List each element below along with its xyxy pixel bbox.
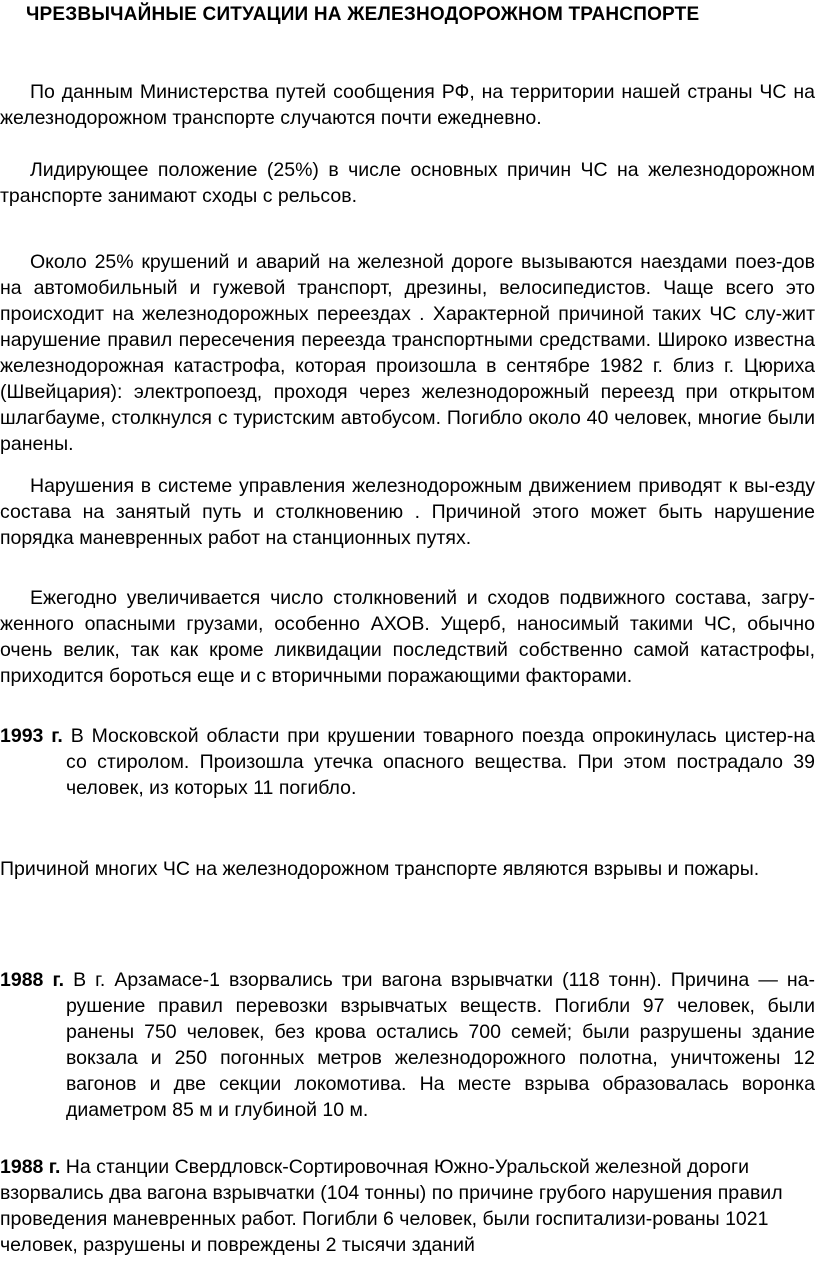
event-1988-sverdlovsk — [0, 1154, 815, 1258]
event-1988-arzamas — [0, 967, 815, 1123]
event-year: 1993 г. — [0, 725, 63, 747]
event-year: 1988 г. — [0, 1156, 61, 1178]
paragraph-hazardous-cargo: Ежегодно увеличивается число столкновений и сходов подвижного состава, загру-женного опасными грузами, особенно АХОВ. Ущерб, наносимый такими ЧС, обычно очень велик, так как кроме ликвидации последствий собственно самой катастрофы, приходится бороться еще и с вторичными поражающими факторами. — [0, 587, 815, 687]
paragraph-traffic-control: Нарушения в системе управления железнодорожным движением приводят к вы-езду состава на занятый путь и столкновению . Причиной этого может быть нарушение порядка маневренных работ на станционных путях. — [0, 475, 815, 549]
event-text: На станции Свердловск-Сортировочная Южно-Уральской железной дороги взорвались два вагона взрывчатки (104 тонны) по причине грубого нарушения правил проведения маневренных работ. Погибли 6 человек, были госпитализи-рованы 1021 человек, разрушены и повреждены 2 тысячи зданий — [0, 1156, 783, 1256]
paragraph-derailments: Лидирующее положение (25%) в числе основных причин ЧС на железнодорожном транспорте занимают сходы с рельсов. — [0, 159, 815, 207]
event-year: 1988 г. — [0, 969, 65, 991]
event-text: В Московской области при крушении товарного поезда опрокинулась цистер-на со стиролом. Произошла утечка опасного вещества. При этом пострадало 39 человек, из которых 11 погибло. — [62, 725, 815, 799]
paragraph-statistics: По данным Министерства путей сообщения РФ, на территории нашей страны ЧС на железнодорожном транспорте случаются почти ежедневно. — [0, 81, 815, 129]
paragraph-crossings: Около 25% крушений и аварий на железной дороге вызываются наездами поез-дов на автомобильный и гужевой транспорт, дрезины, велосипедистов. Чаще всего это происходит на железнодорожных переездах . Характерной причиной таких ЧС слу-жит нарушение правил пересечения переезда транспортными средствами. Широко известна железнодорожная катастрофа, которая произошла в сентябре 1982 г. близ г. Цюриха (Швейцария): электропоезд, проходя через железнодорожный переезд при открытом шлагбауме, столкнулся с туристским автобусом. Погибло около 40 человек, многие были ранены. — [0, 251, 815, 455]
paragraph-fires: Причиной многих ЧС на железнодорожном транспорте являются взрывы и пожары. — [0, 858, 760, 880]
event-1993 — [0, 723, 815, 801]
page-title: ЧРЕЗВЫЧАЙНЫЕ СИТУАЦИИ НА ЖЕЛЕЗНОДОРОЖНОМ ТРАНСПОРТЕ — [26, 4, 700, 25]
event-text: В г. Арзамасе-1 взорвались три вагона взрывчатки (118 тонн). Причина — на-рушение правил перевозки взрывчатых веществ. Погибли 97 человек, были ранены 750 человек, без крова остались 700 семей; были разрушены здание вокзала и 250 погонных метров железнодорожного полотна, уничтожены 12 вагонов и две секции локомотива. На месте взрыва образовалась воронка диаметром 85 м и глубиной 10 м. — [64, 969, 815, 1121]
